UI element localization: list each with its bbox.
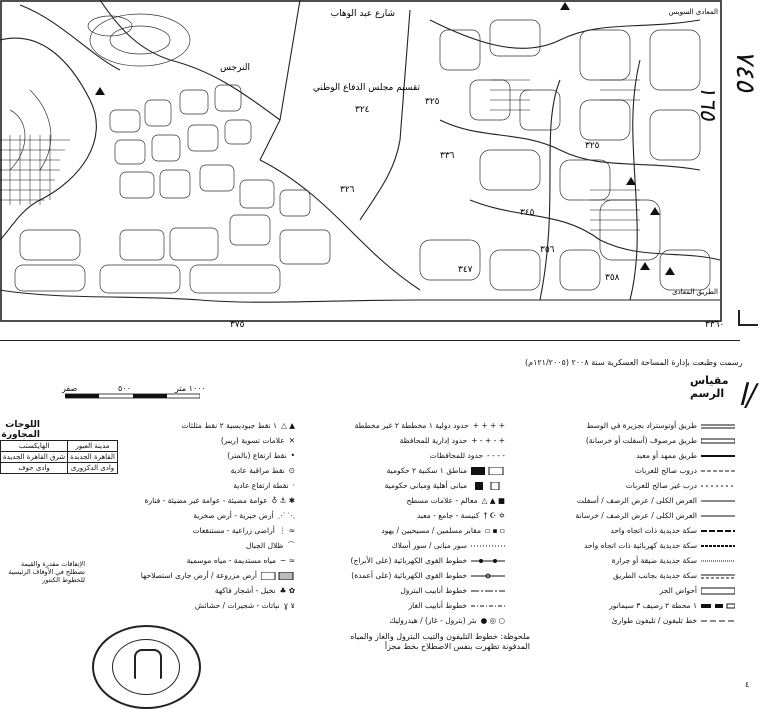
legend-item: سكة حديدية ضيقة أو جرارة [611,555,697,565]
legend-item: طريق أوتوستراد بجزيرة في الوسط [586,420,697,430]
legend-item: خطوط أنابيب الغاز [408,600,467,610]
legend-item: بئر (بترول - غاز) / هيدروليك ● ◎ ○ [389,615,505,625]
legend-item: حدود دولية ١ مخططة ٢ غير مخططة + + + + [354,420,505,430]
legend-item: نباتات - شجيرات / حشائش ɣ ɤ [194,600,295,610]
map-road-label-2: المعادى السويس [668,8,718,16]
parcel-number: ٣٥٨ [605,273,620,283]
legend-item: سكة حديدية بجانب الطريق [613,570,697,580]
legend-item: طريق مرصوف (أسفلت أو خرسانة) [510,433,735,448]
adjacent-cell: وادى حوف [1,463,68,474]
source-note: رسمت وطبعت بإدارة المساحة العسكرية سنة ٢٠٠٨ (١٢١/٢٠٠٥م) [525,358,743,367]
map-street-label: شارع عبد الوهاب [330,9,395,19]
topographic-map[interactable] [0,0,740,341]
legend-item: كنيسة - جامع - معبد † ☪ ✡ [416,510,505,520]
legend-item: علامات تسوية (ريبر) ✕ [220,435,295,445]
legend-item: عوامة مضيئة - عوامة غير مضيئة - فنارة ♁ ⚓ ✱ [144,495,295,505]
adjacent-footnote: الإتفاقات مقدرة والقيمة تصطلح في الأوقاف الرئيسية للخطوط الكنتور [8,560,85,585]
legend-item: نقط ارتفاع (بالمتر) • [227,450,295,460]
legend-column-boundaries [300,418,505,628]
legend-item: أحواض الجر [510,583,735,598]
legend-item: خطوط القوى الكهربائية (على الأبراج) [300,553,505,568]
legend-item: خطوط أنابيب البترول [400,585,467,595]
legend-column-roads [510,418,735,628]
scale-tick: ٥٠٠ [118,384,131,393]
scale-tick: ١٠٠٠ متر [175,384,206,393]
legend-item: العرض الكلى / عرض الرصف / خرسانة [575,510,697,520]
legend-item: حدود للمحافظات - - - - [429,450,505,460]
map-district-label: النرجس [220,63,250,73]
map-area-label: تقسيم مجلس الدفاع الوطني [312,83,420,93]
legend-item: سكة حديدية كهربائية ذات اتجاه واحد [584,540,697,550]
legend-item: مياه مستديمة - مياه موسمية ~ ≈ [186,555,295,565]
legend-item: درب غير صالح للعربات [625,480,697,490]
parcel-number: ٣٢٤ [355,105,370,115]
legend-item: دروب صالح للعربات [634,465,697,475]
legend-footnote [300,632,530,652]
legend-item: العرض الكلى / عرض الرصف / أسفلت [576,495,697,505]
scale-tick: صفر [62,384,78,393]
legend-item: حدود إدارية للمحافظة + - + - + [399,435,505,445]
map-road-label: الطريق المعادى [672,288,718,296]
adjacent-cell: شرق القاهرة الجديدة [1,452,68,463]
legend-item: أرض مزروعة / أرض جارى استصلاحها [95,568,295,583]
map-drawing [0,0,740,340]
legend-item: مبانى أهلية ومبانى حكومية [300,478,505,493]
legend-item: نقط مراقبة عادية ⊙ [230,465,295,475]
parcel-number: ٣٥٦ [540,245,555,255]
adjacent-title: اللوحات المجاورة [1,420,40,440]
parcel-number: ٣٤٥ [520,208,535,218]
legend-item: سور مبانى / سور أسلاك [391,540,467,550]
parcel-number: ٣٢٥ [585,141,600,151]
scale-title: مقياس الرسم [690,374,729,400]
edge-number: ٣٧٥ [230,320,245,330]
legend-item: نخيل - أشجار فاكهة ♣ ✿ [214,585,295,595]
legend-item: أرض جيرية - أرض صخرية ⋰ ⋱ [193,510,295,520]
adjacent-cell: الهايكستب [1,441,68,452]
parcel-number: ٣٢٥ [425,97,440,107]
edge-number: ٣٣٦٠ [705,320,725,330]
legend-item: ١ نقط جيوديسية ٢ نقط مثلثات △ ▲ [181,420,295,430]
adjacent-cell: وادى الدكرورى [68,463,118,474]
legend-item: أراضى زراعية - مستنقعات ⋮ ≈ [192,525,295,535]
handwritten-annotation-2: ١٦٥ [695,85,720,121]
corner-mark [738,310,758,326]
legend-item: ١ محطة ٢ رصيف ٣ سيماتور [510,598,735,613]
official-seal [92,625,201,709]
legend-item: نقطة ارتفاع عادية · [233,480,295,490]
handwritten-annotation: ٧٤٥ [730,50,760,92]
eagle-emblem-icon [134,649,162,679]
legend-item: خطوط القوى الكهربائية (على أعمدة) [300,568,505,583]
adjacent-cell: القاهرة الجديدة [68,452,118,463]
page-number: ٤ [745,680,750,689]
legend-item: مقابر مسلمين / مسيحيين / يهود ▫ ▪ ▫ [381,525,505,535]
legend-item: خط تليفون / تليفون طوارئ [611,615,697,625]
parcel-number: ٣٢٦ [340,185,355,195]
legend-item: معالم - علامات مسطح △ ▲ ■ [406,495,505,505]
parcel-number: ٣٣٦ [440,151,455,161]
legend-item: طريق ممهد أو معبد [636,450,697,460]
adjacent-cell: مدينة العبور [68,441,118,452]
legend-footnote-line-2: المدفونة تظهرت بنفس الاصطلاح بخط مجزأ [384,642,530,651]
legend-item: مناطق ١ سكنية ٢ حكومية [300,463,505,478]
legend-footnote-line-1: ملحوظة: خطوط التليفون والتيب البترول والغاز والمياه [350,632,530,641]
legend-item: سكة حديدية ذات اتجاه واحد [610,525,697,535]
legend-column-points [95,418,295,613]
legend-item: ظلال الجبال ⌒ [246,540,295,550]
handwritten-mark: ا/ [738,378,757,413]
parcel-number: ٣٤٧ [458,265,473,275]
